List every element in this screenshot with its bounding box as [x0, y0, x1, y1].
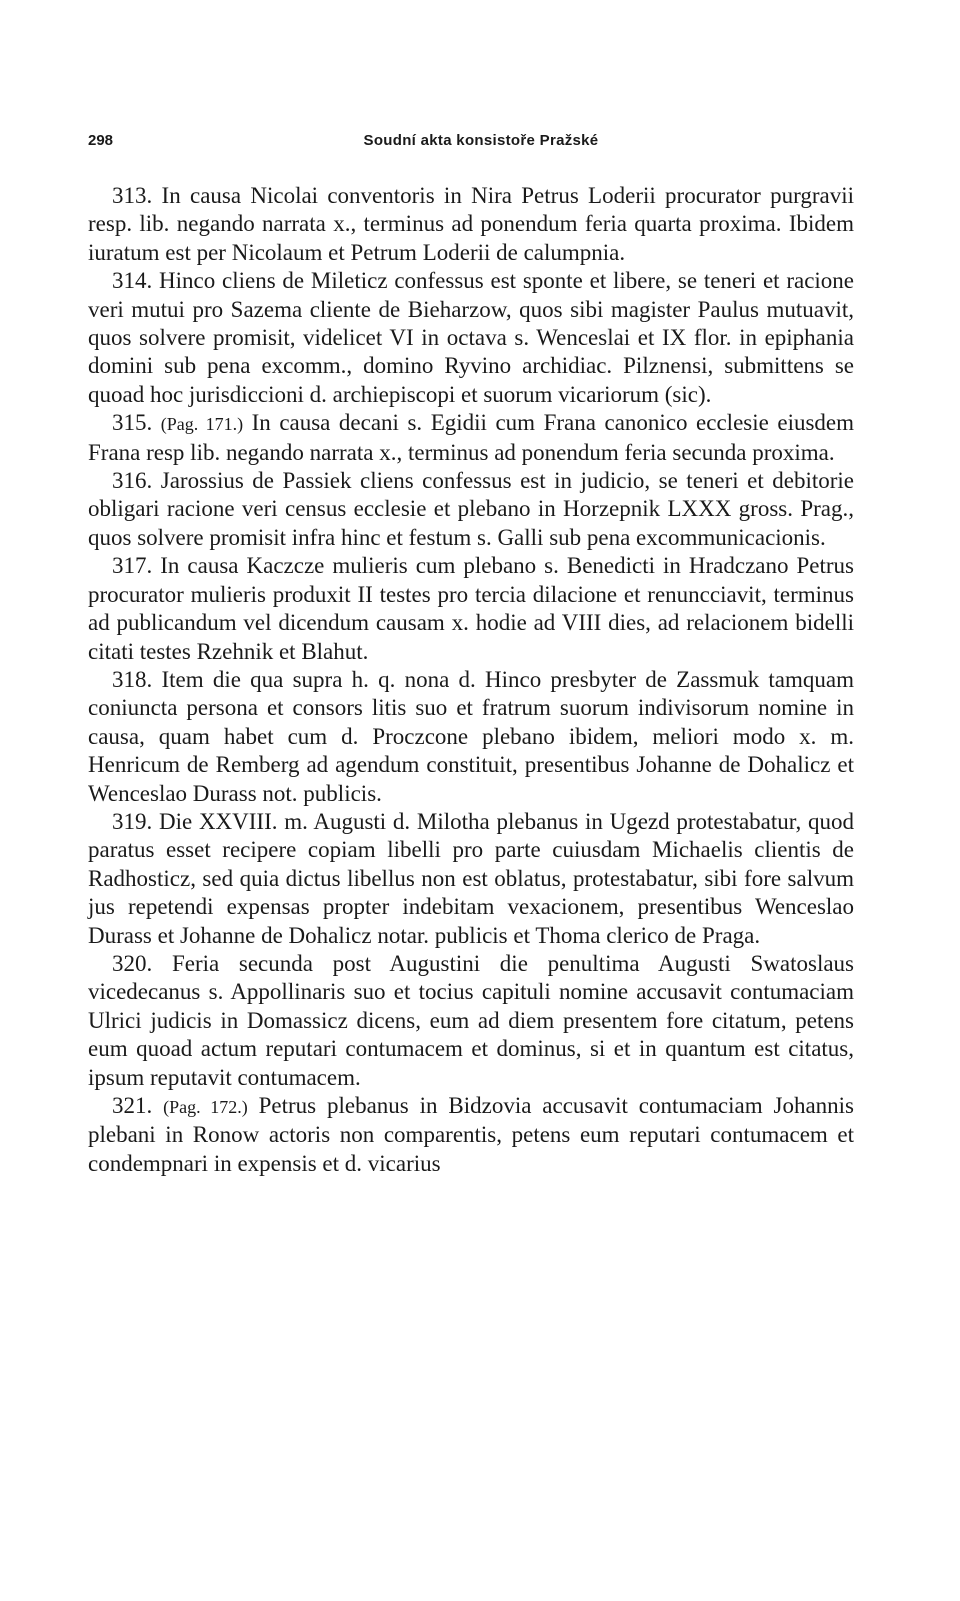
page-reference: (Pag. 172.) — [163, 1097, 248, 1117]
entry-number: 315. — [112, 410, 153, 436]
entry-315 — [88, 409, 854, 467]
entry-number: 313. — [112, 183, 153, 208]
entry-number: 321. — [112, 1093, 153, 1118]
entry-text: In causa decani s. Egidii cum Frana canonico ecclesie eiusdem Frana resp lib. negando narrata x., terminus ad ponendum feria secunda proxima. — [88, 410, 855, 465]
entry-number: 319. — [112, 808, 153, 834]
entry-text: Die XXVIII. m. Augusti d. Milotha plebanus in Ugezd protestabatur, quod paratus esset recipere copiam libelli pro parte cuiusdam Michaelis clientis de Radhosticz, sed quia dictus libellus non est oblatus, protestabatur, sibi fore salvum jus repetendi expensas propter indebitam vexacionem, presentibus Wenceslao Durass et Johanne de Dohalicz notar. publicis et Thoma clerico de Praga. — [88, 808, 854, 948]
entry-text: In causa Nicolai conventoris in Nira Petrus Loderii procurator purgravii resp. lib. negando narrata x., terminus ad ponendum feria quarta proxima. Ibidem iuratum est per Nicolaum et Petrum Loderii de calumpnia. — [88, 183, 855, 265]
running-head: Soudní akta konsistoře Pražské — [363, 132, 599, 149]
page-header — [88, 132, 874, 156]
entry-number: 318. — [112, 666, 153, 692]
page-reference: (Pag. 171.) — [160, 414, 244, 435]
entry-317 — [88, 552, 854, 666]
page-number: 298 — [88, 132, 114, 149]
entry-number: 320. — [112, 950, 153, 976]
entry-319 — [88, 808, 854, 950]
entry-314 — [88, 267, 854, 409]
entry-316 — [88, 467, 854, 552]
entry-text: Hinco cliens de Mileticz confessus est sponte et libere, se teneri et racione veri mutui pro Sazema cliente de Bieharzow, quos sibi magister Paulus mutuavit, quos solvere promisit, videlicet VI in octava s. Wenceslai et IX flor. in epiphania domini sub pena excomm., domino Ryvino archidiac. Pilznensi, submittens se quoad hoc jurisdiccioni d. archiepiscopi et suorum vicariorum (sic). — [88, 268, 854, 407]
entry-321 — [88, 1092, 854, 1178]
entry-text: Petrus plebanus in Bidzovia accusavit contumaciam Johannis plebani in Ronow actoris non comparentis, petens eum reputari contumacem et condempnari in expensis et d. vicarius — [88, 1093, 854, 1176]
page-body — [88, 182, 854, 1178]
entry-320 — [88, 950, 854, 1092]
entry-text: Item die qua supra h. q. nona d. Hinco presbyter de Zassmuk tamquam coniuncta persona et consors litis suo et fratrum suorum indivisorum nomine in causa, quam habet cum d. Proczcone plebano ibidem, meliori modo x. m. Henricum de Remberg ad agendum constituit, presentibus Johanne de Dohalicz et Wenceslao Durass not. publicis. — [88, 666, 855, 806]
entry-text: Feria secunda post Augustini die penultima Augusti Swatoslaus vicedecanus s. Appollinaris suo et tocius capituli nomine accusavit contumaciam Ulrici judicis in Domassicz dicens, eum ad diem presentem fore citatum, petens eum quoad actum reputari contumacem et dominus, si et in quantum est citatus, ipsum reputavit contumacem. — [88, 950, 854, 1090]
entry-318 — [88, 666, 854, 808]
entry-number: 317. — [112, 553, 153, 579]
entry-text: Jarossius de Passiek cliens confessus est in judicio, se teneri et debitorie obligari racione veri census ecclesie et plebano in Horzepnik LXXX gross. Prag., quos solvere promisit infra hinc et festum s. Galli sub pena excommunicacionis. — [88, 468, 854, 550]
entry-number: 314. — [112, 268, 153, 294]
entry-number: 316. — [112, 468, 153, 494]
entry-text: In causa Kaczcze mulieris cum plebano s. Benedicti in Hradczano Petrus procurator mulieris produxit II testes pro tercia dilacione et renuncciavit, terminus ad publicandum vel dicendum causam x. hodie ad VIII dies, ad relacionem bidelli citati testes Rzehnik et Blahut. — [88, 553, 855, 664]
entry-313 — [88, 182, 854, 267]
